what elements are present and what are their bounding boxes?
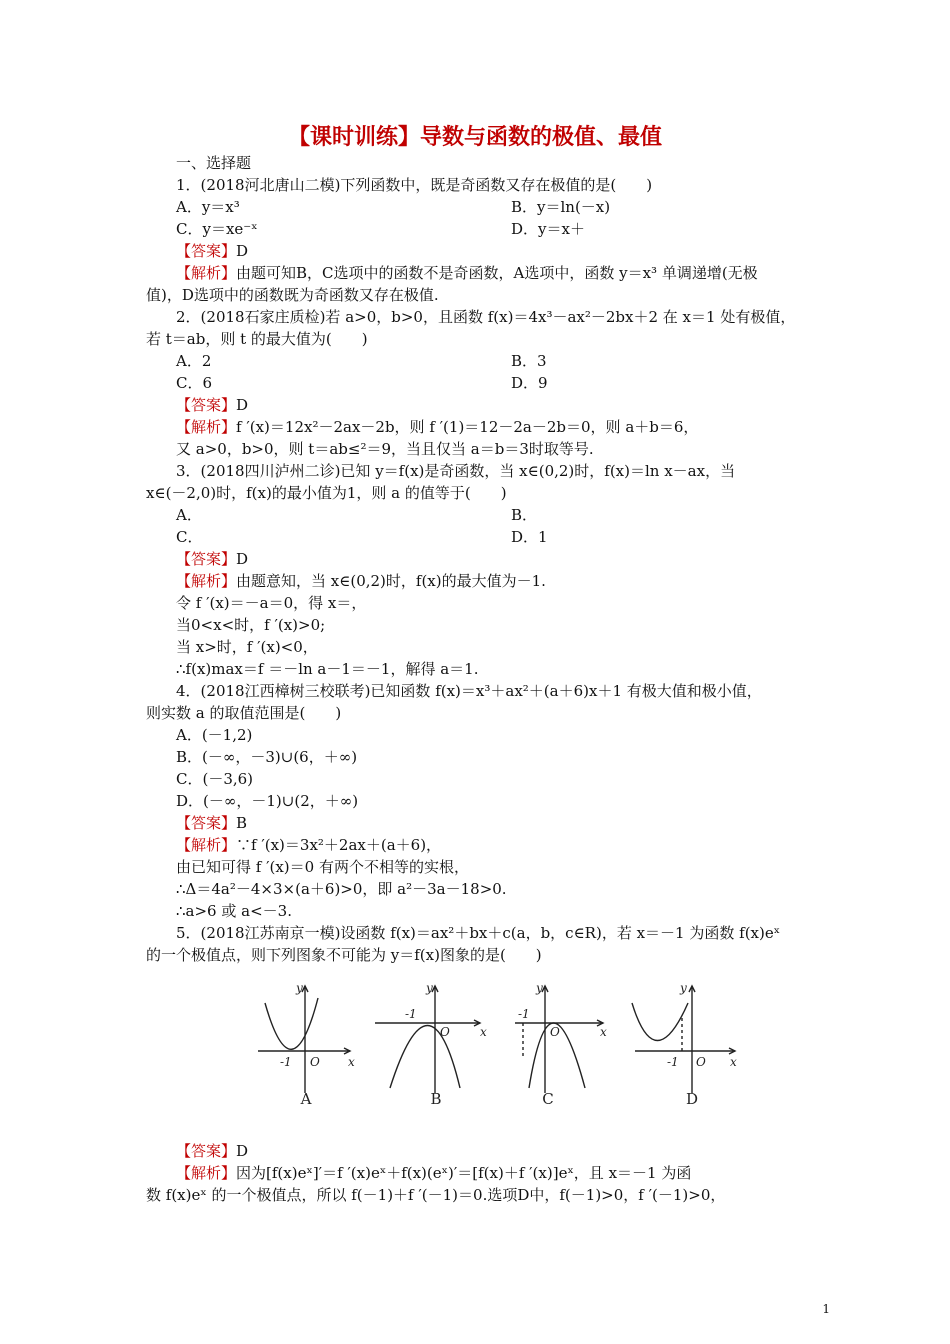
graph-d — [632, 986, 735, 1093]
text-line: A．y＝x³ — [176, 198, 240, 216]
text-line: 1．(2018河北唐山二模)下列函数中，既是奇函数又存在极值的是( ) — [176, 176, 653, 194]
text-line: C．(－3,6) — [176, 770, 254, 788]
text-line: 5．(2018江苏南京一模)设函数 f(x)＝ax²＋bx＋c(a，b，c∈R)，若 x＝－1 为函数 f(x)eˣ — [176, 924, 781, 942]
answer-line: 【解析】由题意知，当 x∈(0,2)时，f(x)的最大值为－1. — [176, 572, 546, 590]
text-line: ∴Δ＝4a²－4×3×(a＋6)>0，即 a²－3a－18>0. — [176, 880, 507, 898]
figure-label: y — [680, 981, 687, 995]
text-line: 由已知可得 f ′(x)＝0 有两个不相等的实根， — [176, 858, 469, 876]
text-line: B．3 — [511, 352, 547, 370]
figure-label: -1 — [405, 1007, 417, 1021]
text-line: D．1 — [511, 528, 548, 546]
text-line: 数 f(x)eˣ 的一个极值点，所以 f(－1)＋f ′(－1)＝0.选项D中，f(－1)>0，f ′(－1)>0， — [146, 1186, 726, 1204]
answer-line: 【解析】f ′(x)＝12x²－2ax－2b，则 f ′(1)＝12－2a－2b＝0，则 a＋b＝6， — [176, 418, 699, 436]
figure-label: y — [536, 981, 543, 995]
figure-label: y — [296, 981, 303, 995]
answer-line: 【解析】因为[f(x)eˣ]′＝f ′(x)eˣ＋f(x)(eˣ)′＝[f(x)＋f ′(x)]eˣ，且 x＝－1 为函 — [176, 1164, 692, 1182]
answer-tag: 【答案】 — [176, 814, 237, 832]
answer-tag: 【解析】 — [176, 836, 237, 854]
figure-label: -1 — [667, 1055, 679, 1069]
figure-label: D — [685, 1090, 699, 1108]
answer-line: 【答案】D — [176, 1142, 249, 1160]
figure-label: O — [696, 1055, 706, 1069]
text-line: A．2 — [176, 352, 212, 370]
text-line: 的一个极值点，则下列图象不可能为 y＝f(x)图象的是( ) — [146, 946, 542, 964]
answer-tag: 【解析】 — [176, 264, 237, 282]
answer-tag: 【答案】 — [176, 396, 237, 414]
text-line: x∈(－2,0)时，f(x)的最小值为1，则 a 的值等于( ) — [146, 484, 507, 502]
answer-line: 【答案】D — [176, 242, 249, 260]
figure-label: x — [348, 1055, 355, 1069]
answer-tag: 【答案】 — [176, 242, 237, 260]
text-line: 当0<x<时，f ′(x)>0; — [176, 616, 326, 634]
text-line: ∴f(x)max＝f ＝－ln a－1＝－1，解得 a＝1. — [176, 660, 479, 678]
text-line: C．y＝xe⁻ˣ — [176, 220, 258, 238]
q5-graph-figure — [230, 978, 830, 1108]
text-line: B． — [511, 506, 538, 524]
figure-label: C — [542, 1090, 554, 1108]
graph-a — [258, 986, 350, 1093]
text-line: 若 t＝ab，则 t 的最大值为( ) — [146, 330, 368, 348]
page-title: 【课时训练】导数与函数的极值、最值 — [287, 125, 662, 150]
answer-line: 【答案】B — [176, 814, 248, 832]
graph-c — [515, 986, 603, 1093]
text-line: 4．(2018江西樟树三校联考)已知函数 f(x)＝x³＋ax²＋(a＋6)x＋1 有极大值和极小值， — [176, 682, 762, 700]
text-line: ∴a>6 或 a<－3. — [176, 902, 292, 920]
text-line: 令 f ′(x)＝－a＝0，得 x＝， — [176, 594, 367, 612]
answer-tag: 【解析】 — [176, 572, 237, 590]
text-line: A．(－1,2) — [176, 726, 253, 744]
figure-label: O — [440, 1025, 450, 1039]
answer-tag: 【答案】 — [176, 1142, 237, 1160]
text-line: B．(－∞，－3)∪(6，＋∞) — [176, 748, 358, 766]
text-line: 2．(2018石家庄质检)若 a>0，b>0，且函数 f(x)＝4x³－ax²－2bx＋2 在 x＝1 处有极值， — [176, 308, 796, 326]
text-line: 则实数 a 的取值范围是( ) — [146, 704, 342, 722]
text-line: A． — [176, 506, 202, 524]
figure-label: x — [730, 1055, 737, 1069]
figure-label: y — [426, 981, 433, 995]
figure-label: -1 — [280, 1055, 292, 1069]
text-line: 一、选择题 — [176, 154, 252, 172]
text-line: C． — [176, 528, 203, 546]
answer-line: 【解析】由题可知B，C选项中的函数不是奇函数，A选项中，函数 y＝x³ 单调递增(无极 — [176, 264, 758, 282]
answer-line: 【答案】D — [176, 396, 249, 414]
answer-tag: 【答案】 — [176, 550, 237, 568]
answer-tag: 【解析】 — [176, 1164, 237, 1182]
text-line: D．y＝x＋ — [511, 220, 585, 238]
text-line: 3．(2018四川泸州二诊)已知 y＝f(x)是奇函数，当 x∈(0,2)时，f(x)＝ln x－ax，当 — [176, 462, 736, 480]
text-line: B．y＝ln(－x) — [511, 198, 611, 216]
figure-label: O — [550, 1025, 560, 1039]
figure-label: x — [480, 1025, 487, 1039]
text-line: 又 a>0，b>0，则 t＝ab≤²＝9，当且仅当 a＝b＝3时取等号. — [176, 440, 594, 458]
figure-label: B — [430, 1090, 442, 1108]
graph-b — [375, 986, 480, 1093]
figure-label: x — [600, 1025, 607, 1039]
text-line: D．(－∞，－1)∪(2，＋∞) — [176, 792, 359, 810]
text-line: 当 x>时，f ′(x)<0， — [176, 638, 318, 656]
page-number: 1 — [822, 1302, 830, 1316]
figure-label: -1 — [518, 1007, 530, 1021]
answer-line: 【解析】∵f ′(x)＝3x²＋2ax＋(a＋6)， — [176, 836, 442, 854]
answer-tag: 【解析】 — [176, 418, 237, 436]
answer-line: 【答案】D — [176, 550, 249, 568]
text-line: C．6 — [176, 374, 213, 392]
figure-label: O — [310, 1055, 320, 1069]
text-line: D．9 — [511, 374, 548, 392]
text-line: 值)，D选项中的函数既为奇函数又存在极值. — [146, 286, 439, 304]
figure-label: A — [300, 1090, 312, 1108]
